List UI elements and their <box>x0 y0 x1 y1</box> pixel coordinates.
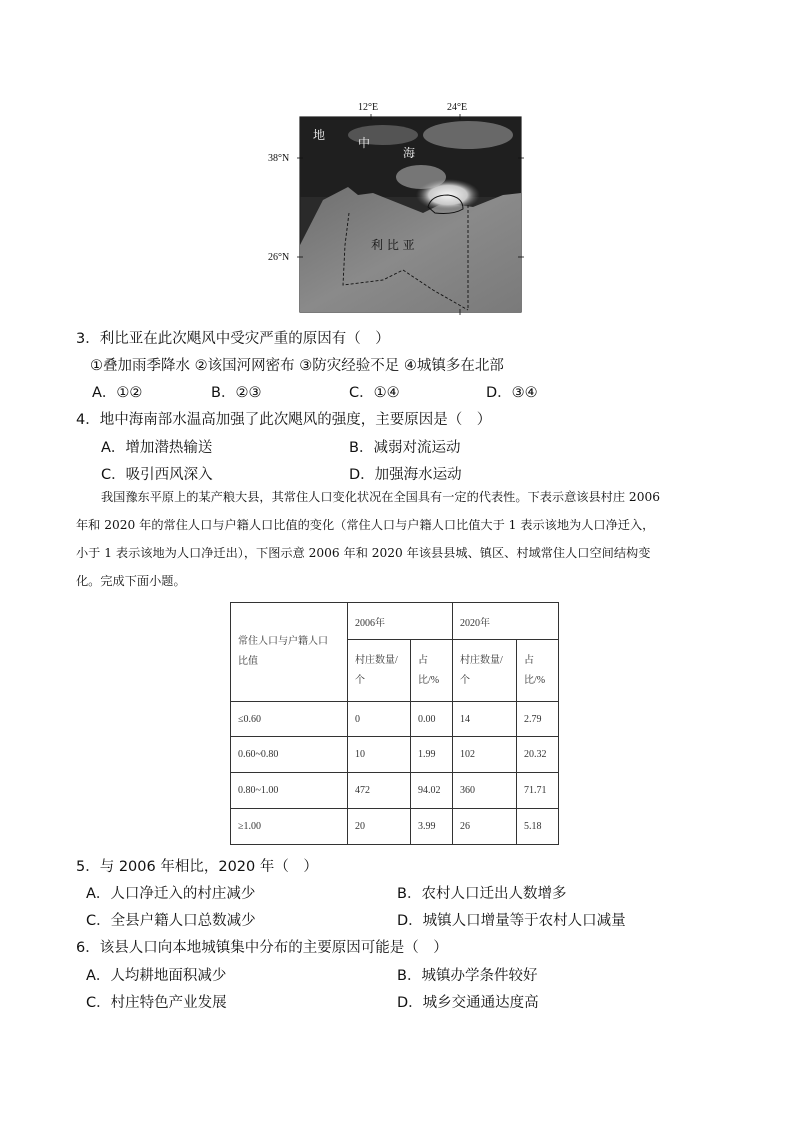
count-2006-header-line-2: 个 <box>355 674 365 686</box>
cell-count-2006: 10 <box>348 737 411 773</box>
q4-option-c: C．吸引西风深入 <box>101 467 213 483</box>
lon-label-24: 24°E <box>447 102 468 113</box>
cell-pct-2020: 20.32 <box>517 737 559 773</box>
count-2006-header-line-1: 村庄数量/ <box>355 654 398 666</box>
pct-2006-header-line-2: 比/% <box>418 674 440 686</box>
q4-stem: 4．地中海南部水温高加强了此次飓风的强度，主要原因是（ ） <box>76 412 492 428</box>
cell-count-2006: 20 <box>348 809 411 845</box>
libya-satellite-map <box>263 95 548 320</box>
year-2006-header: 2006年 <box>348 603 453 640</box>
cell-count-2020: 360 <box>453 773 517 809</box>
q5-option-c: C．全县户籍人口总数减少 <box>86 913 256 929</box>
lat-label-26: 26°N <box>268 252 290 263</box>
q4-option-d: D．加强海水运动 <box>349 467 462 483</box>
q3-option-d: D．③④ <box>486 385 538 401</box>
year-2020-header: 2020年 <box>453 603 559 640</box>
pct-2006-header <box>411 640 453 702</box>
pct-2020-header-line-1: 占 <box>524 654 534 666</box>
row-header-line-2: 比值 <box>238 656 258 667</box>
cell-count-2020: 14 <box>453 702 517 737</box>
count-2020-header-line-1: 村庄数量/ <box>460 654 503 666</box>
table-row <box>231 809 559 845</box>
cell-pct-2006: 1.99 <box>411 737 453 773</box>
cell-range: ≤0.60 <box>231 702 348 737</box>
cell-pct-2006: 94.02 <box>411 773 453 809</box>
q5-option-a: A．人口净迁入的村庄减少 <box>86 886 256 902</box>
cell-count-2020: 102 <box>453 737 517 773</box>
q6-option-d: D．城乡交通通达度高 <box>397 995 539 1011</box>
pct-2006-header-line-1: 占 <box>418 654 428 666</box>
cell-pct-2020: 2.79 <box>517 702 559 737</box>
pct-2020-header <box>517 640 559 702</box>
q5-stem: 5．与 2006 年相比，2020 年（ ） <box>76 859 318 875</box>
q3-option-a: A．①② <box>92 385 143 401</box>
q3-stem: 3．利比亚在此次飓风中受灾严重的原因有（ ） <box>76 331 390 347</box>
q5-option-b: B．农村人口迁出人数增多 <box>397 886 567 902</box>
population-ratio-table <box>230 602 559 845</box>
q6-stem: 6．该县人口向本地城镇集中分布的主要原因可能是（ ） <box>76 940 448 956</box>
cell-pct-2020: 5.18 <box>517 809 559 845</box>
q3-option-b: B．②③ <box>211 385 262 401</box>
row-header-cell <box>231 603 348 702</box>
cell-count-2006: 0 <box>348 702 411 737</box>
cell-pct-2006: 3.99 <box>411 809 453 845</box>
passage-line-4: 化。完成下面小题。 <box>76 574 186 588</box>
count-2020-header-line-2: 个 <box>460 674 470 686</box>
q6-option-a: A．人均耕地面积减少 <box>86 968 227 984</box>
pct-2020-header-line-2: 比/% <box>524 674 546 686</box>
q3-items: ①叠加雨季降水 ②该国河网密布 ③防灾经验不足 ④城镇多在北部 <box>90 358 504 374</box>
sea-char-2: 中 <box>358 136 371 150</box>
passage-line-1: 我国豫东平原上的某产粮大县，其常住人口变化状况在全国具有一定的代表性。下表示意该县村庄 2006 <box>101 490 660 504</box>
sea-char-1: 地 <box>313 128 326 142</box>
cell-count-2020: 26 <box>453 809 517 845</box>
q3-option-c: C．①④ <box>349 385 400 401</box>
table-row <box>231 737 559 773</box>
cell-range: 0.80~1.00 <box>231 773 348 809</box>
table-row <box>231 773 559 809</box>
q5-option-d: D．城镇人口增量等于农村人口减量 <box>397 913 626 929</box>
lat-label-38: 38°N <box>268 153 290 164</box>
row-header-line-1: 常住人口与户籍人口 <box>238 636 328 647</box>
q6-option-b: B．城镇办学条件较好 <box>397 968 538 984</box>
cell-range: 0.60~0.80 <box>231 737 348 773</box>
q4-option-b: B．减弱对流运动 <box>349 440 461 456</box>
passage-line-3: 小于 1 表示该地为人口净迁出），下图示意 2006 年和 2020 年该县县城、镇区、村域常住人口空间结构变 <box>76 546 651 560</box>
q4-option-a: A．增加潜热输送 <box>101 440 213 456</box>
cell-count-2006: 472 <box>348 773 411 809</box>
passage-line-2: 年和 2020 年的常住人口与户籍人口比值的变化（常住人口与户籍人口比值大于 1 表示该地为人口净迁入， <box>76 518 655 532</box>
count-2020-header <box>453 640 517 702</box>
table-row <box>231 702 559 737</box>
country-label: 利 比 亚 <box>371 238 415 252</box>
q6-option-c: C．村庄特色产业发展 <box>86 995 227 1011</box>
cell-pct-2006: 0.00 <box>411 702 453 737</box>
cell-pct-2020: 71.71 <box>517 773 559 809</box>
count-2006-header <box>348 640 411 702</box>
cell-range: ≥1.00 <box>231 809 348 845</box>
sea-char-3: 海 <box>403 146 416 160</box>
lon-label-12: 12°E <box>358 102 379 113</box>
